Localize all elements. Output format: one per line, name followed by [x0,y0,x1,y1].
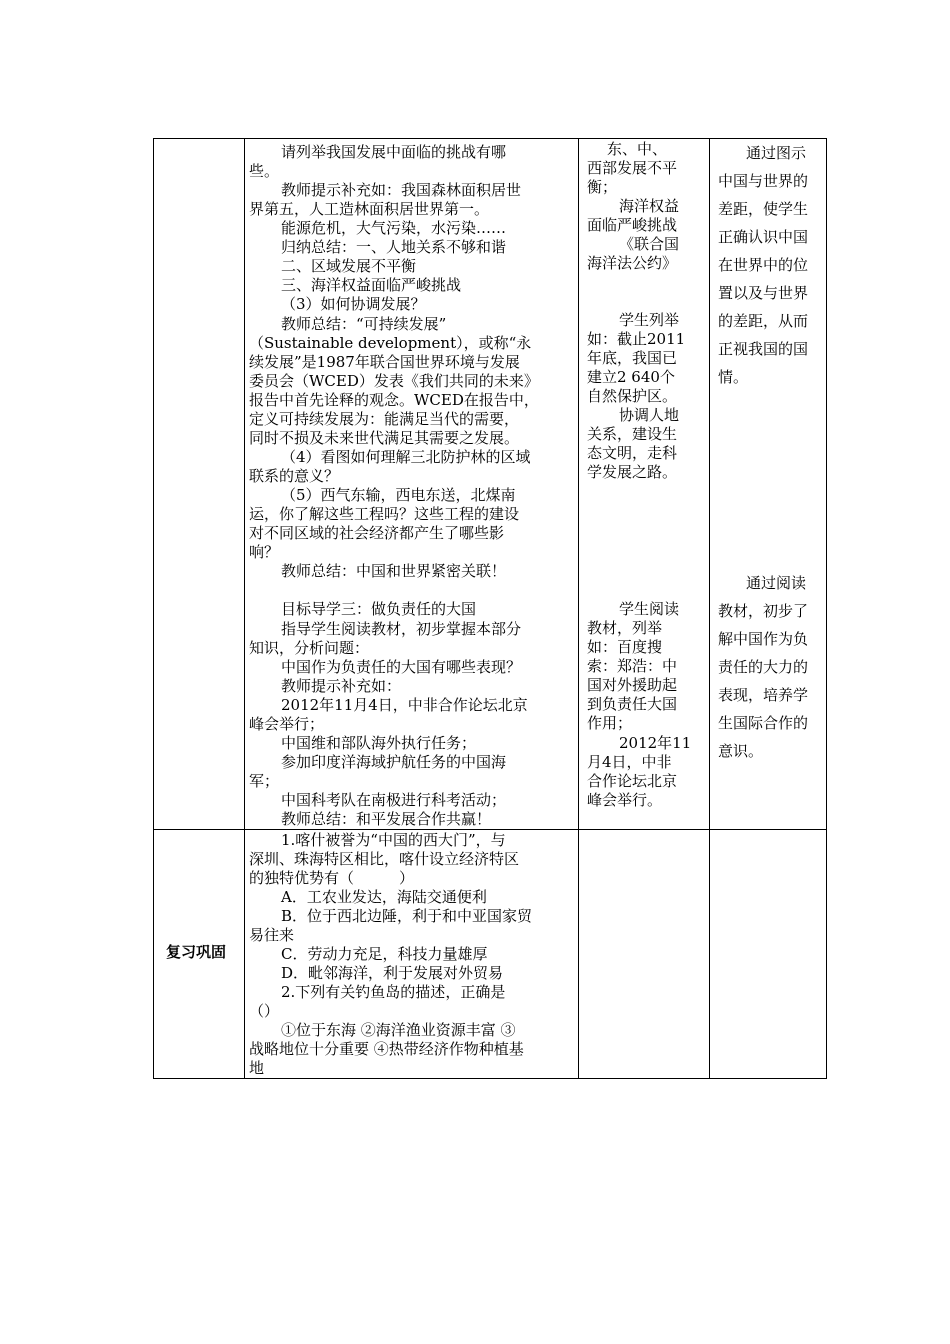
text-line: 面临严峻挑战 [587,216,678,234]
text-line: 界第五，人工造林面积居世界第一。 [249,200,490,218]
text-line: （Sustainable development），或称“永 [249,334,532,352]
text-line: 的差距，从而 [718,312,809,330]
text-line: 自然保护区。 [587,387,678,405]
text-line: 年底，我国已 [587,349,678,367]
text-line: C．劳动力充足，科技力量雄厚 [281,945,488,963]
text-line: 东、中、 [607,140,668,158]
text-line: 地 [249,1059,265,1077]
text-line: D．毗邻海洋，利于发展对外贸易 [281,964,504,982]
text-line: 教材，初步了 [718,602,809,620]
text-line: 1.喀什被誉为“中国的西大门”，与 [281,831,506,849]
text-line: 目标导学三：做负责任的大国 [281,600,477,618]
text-line: 战略地位十分重要 ④热带经济作物种植基 [249,1040,524,1058]
text-line: 解中国作为负 [718,630,809,648]
text-line: 运，你了解这些工程吗？这些工程的建设 [249,505,520,523]
text-line: 正视我国的国 [718,340,809,358]
text-line: 2012年11 [619,734,692,752]
text-line: 的独特优势有（ ） [249,869,415,887]
text-line: 二、区域发展不平衡 [281,257,417,275]
review-label: 复习巩固 [166,943,227,961]
text-line: 教师总结：“可持续发展” [281,315,447,333]
text-line: 协调人地 [619,406,680,424]
text-line: 归纳总结：一、人地关系不够和谐 [281,238,507,256]
text-line: 教材，列举 [587,619,663,637]
text-line: 差距，使学生 [718,200,809,218]
text-line: （5）西气东输，西电东送，北煤南 [281,486,516,504]
text-line: 在世界中的位 [718,256,809,274]
text-line: 到负责任大国 [587,695,678,713]
text-line: 联系的意义？ [249,467,340,485]
text-line: 报告中首先诠释的观念。WCED在报告中， [249,391,539,409]
text-line: 教师提示补充如： [281,677,402,695]
text-line: 学生阅读 [619,600,680,618]
text-line: ①位于东海 ②海洋渔业资源丰富 ③ [281,1021,516,1039]
text-line: 通过阅读 [746,574,807,592]
text-line: 三、海洋权益面临严峻挑战 [281,276,462,294]
text-line: 委员会（WCED）发表《我们共同的未来》 [249,372,539,390]
text-line: 峰会举行。 [587,791,663,809]
design-intent-column [710,139,826,1078]
text-line: 请列举我国发展中面临的挑战有哪 [281,143,507,161]
text-line: 参加印度洋海域护航任务的中国海 [281,753,507,771]
text-line: 意识。 [718,742,764,760]
text-line: 西部发展不平 [587,159,678,177]
text-line: 学发展之路。 [587,463,678,481]
text-line: 置以及与世界 [718,284,809,302]
text-line: 生国际合作的 [718,714,809,732]
text-line: 合作论坛北京 [587,772,678,790]
text-line: 些。 [249,162,280,180]
text-line: 对不同区域的社会经济都产生了哪些影 [249,524,505,542]
text-line: 教师提示补充如：我国森林面积居世 [281,181,522,199]
text-line: 中国作为负责任的大国有哪些表现？ [281,658,522,676]
text-line: （4）看图如何理解三北防护林的区域 [281,448,531,466]
text-line: 定义可持续发展为：能满足当代的需要， [249,410,520,428]
text-line: 易往来 [249,926,295,944]
text-line: 响？ [249,543,280,561]
text-line: 责任的大力的 [718,658,809,676]
text-line: 索：郑浩：中 [587,657,678,675]
text-line: 深圳、珠海特区相比，喀什设立经济特区 [249,850,520,868]
text-line: 中国与世界的 [718,172,809,190]
text-line: 中国科考队在南极进行科考活动； [281,791,507,809]
text-line: 同时不损及未来世代满足其需要之发展。 [249,429,520,447]
text-line: 知识，分析问题： [249,639,370,657]
text-line: 如：百度搜 [587,638,663,656]
text-line: 月4日，中非 [587,753,672,771]
text-line: B．位于西北边陲，利于和中亚国家贸 [281,907,533,925]
text-line: 海洋权益 [619,197,680,215]
text-line: 续发展”是1987年联合国世界环境与发展 [249,353,520,371]
text-line: 情。 [718,368,749,386]
text-line: 峰会举行； [249,715,325,733]
text-line: 衡； [587,178,618,196]
text-line: 教师总结：中国和世界紧密关联！ [281,562,507,580]
text-line: 如：截止2011 [587,330,686,348]
text-line: 指导学生阅读教材，初步掌握本部分 [281,620,522,638]
teacher-activity-column [245,139,578,1078]
text-line: 表现，培养学 [718,686,809,704]
text-line: 中国维和部队海外执行任务； [281,734,477,752]
text-line: 学生列举 [619,311,680,329]
text-line: 态文明，走科 [587,444,678,462]
text-line: （） [249,1002,280,1020]
text-line: 2012年11月4日，中非合作论坛北京 [281,696,528,714]
text-line: 国对外援助起 [587,676,678,694]
text-line: 关系，建设生 [587,425,678,443]
text-line: A．工农业发达，海陆交通便利 [281,888,487,906]
text-line: 教师总结：和平发展合作共赢！ [281,810,492,828]
text-line: 建立2 640个 [587,368,675,386]
lesson-table [153,138,827,1079]
text-line: 2.下列有关钓鱼岛的描述，正确是 [281,983,506,1001]
text-line: 能源危机，大气污染，水污染…… [281,219,507,237]
text-line: 通过图示 [746,144,807,162]
text-line: 军； [249,772,280,790]
text-line: 《联合国 [619,235,680,253]
text-line: （3）如何协调发展？ [281,295,426,313]
text-line: 作用； [587,714,633,732]
student-activity-column [579,139,709,1078]
text-line: 海洋法公约》 [587,254,678,272]
text-line: 正确认识中国 [718,228,809,246]
